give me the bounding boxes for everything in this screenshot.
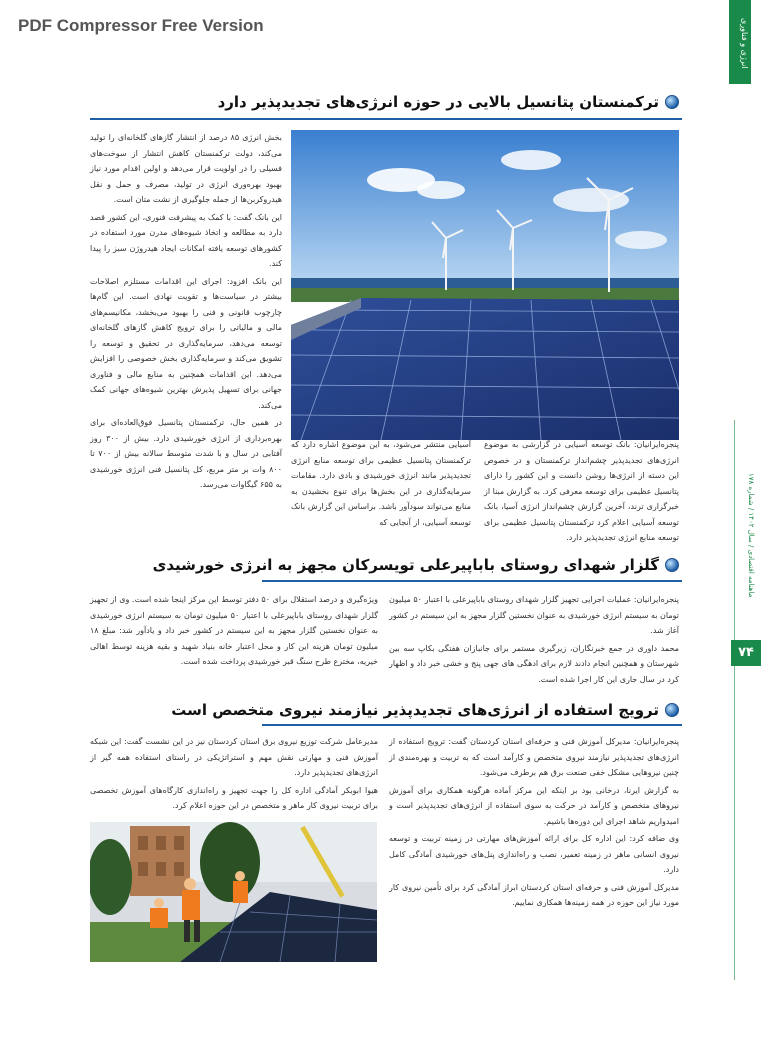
article1-left-paragraph: این بانک افزود: اجرای این اقدامات مستلزم اصلاحات بیشتر در سیاست‌ها و تقویت نهادی است. این گام‌ها چارچوب قانونی و فنی را بهبود می‌بخشد، مکانیسم‌های مالی و مالیاتی را برای ترویج کاهش گازهای گلخانه‌ای توسعه می‌دهد، سرمایه‌گذاری در تحقیق و توسعه را تشویق می‌کند و سرمایه‌گذاری بخش خصوصی را افزایش می‌دهد. این اقدامات همچنین به منابع مالی و فناوری جهانی برای تسهیل پذیرش بهترین شیوه‌های جهانی کمک می‌کند.: [90, 276, 282, 410]
article2-right-paragraph: محمد داوری در جمع خبرنگاران، زیرگیری مستمر برای جانبازان هفتگی بکاپ سه بین شهرستان و همچنین انجام دادند لازم برای ادهگی های جهی پنج و خشی خبر داد و اظهار کرد در سال جاری این کار اجرا شده است.: [389, 643, 679, 684]
article3-title: ترویج استفاده از انرژی‌های تجدیدپذیر نیازمند نیروی متخصص است: [171, 701, 659, 719]
article2-left-paragraph: ویژه‌گیری و درصد استقلال برای ۵۰ دفتر توسط این مرکز اینجا شده است. وی از تجهیز گلزار شهدای روستای باباپیرعلی با اعتبار ۵۰ میلیون تومان به سیستم انرژی خورشیدی به عنوان نخستین گلزار مجهز به این سیستم در کشور خبر داد و یادآور شد: مبلغ ۱۸ میلیون تومان هزینه این کار و محل اعتبار خانه بنیاد شهید و بقیه هزینه توسط اهالی خیریه، مخترع طرح سنگ قبر خورشیدی پرداخت شده است.: [90, 595, 379, 666]
issue-meta: ماهنامه اقتصادی / سال ۱۴۰۲ / شماره ۱۷۸: [747, 472, 755, 598]
article3-left-paragraph: هیوا ابوبکر آمادگی اداره کل را جهت تجهیز و راه‌اندازی کارگاه‌های آموزش تخصصی برای تربیت نیروی کار ماهر و متخصص در این حوزه اعلام کرد.: [90, 785, 378, 810]
article1-left-paragraph: در همین حال، ترکمنستان پتانسیل فوق‌العاده‌ای برای بهره‌برداری از انرژی خورشیدی دارد. بیش از ۳۰۰ روز آفتابی در سال و با شدت متوسط سالانه بیش از ۷۰۰ تا ۸۰۰ وات بر متر مربع، کل پتانسیل فنی انرژی خورشیدی به ۶۵۵ گیگاوات می‌رسد.: [90, 418, 282, 489]
article3-column-left: [90, 734, 378, 816]
article2-title-rule: [262, 580, 682, 582]
article1-right-paragraph: پنجره‌ایرانیان: بانک توسعه آسیایی در گزارشی به موضوع انرژی‌های تجدیدپذیر چشم‌انداز ترکمنستان و در خصوص این دسته از انرژی‌ها روشن دانست و این کشور را دارای پتانسیل عظیمی برای توسعه معرفی کرد. به گزارش مبنا از خبرگزاری ترند، آخرین گزارش چشم‌انداز انرژی آسیا، بانک توسعه آسیایی اعلام کرد ترکمنستان پتانسیل عظیمی برای توسعه منابع انرژی تجدیدپذیر دارد.: [484, 440, 679, 542]
article1-title: ترکمنستان پتانسیل بالایی در حوزه انرژی‌های تجدیدپذیر دارد: [217, 93, 659, 111]
solar-wind-illustration: [291, 130, 679, 440]
article2-right-paragraph: پنجره‌ایرانیان: عملیات اجرایی تجهیز گلزار شهدای روستای باباپیرعلی با اعتبار ۵۰ میلیون تومان به سیستم انرژی خورشیدی به عنوان نخستین گلزار مجهز به این سیستم در کشور آغاز شد.: [389, 595, 679, 635]
globe-bullet-icon: [665, 703, 679, 717]
article3-headline: [171, 701, 679, 719]
article3-right-paragraph: به گزارش ایرنا، درخانی بود بر اینکه این مرکز آماده هرگونه همکاری برای آموزش نیروهای متخصص و کارآمد در حرکت به سوی استفاده از انرژی‌های تجدیدپذیر است و امیدواریم شاهد اجرای این دوره‌ها باشیم.: [389, 785, 679, 826]
article1-column-right: [484, 437, 679, 548]
article2-column-right: [389, 592, 679, 689]
article1-column-left: [90, 130, 282, 495]
section-tab-label: انرژی و فناوری: [740, 17, 749, 69]
article2-headline: [153, 556, 679, 574]
installation-illustration: [90, 822, 377, 962]
side-margin-band: [729, 0, 761, 1045]
article1-left-paragraph: بخش انرژی ۸۵ درصد از انتشار گازهای گلخانه‌ای را تولید می‌کند، دولت ترکمنستان کاهش انتشار از سوخت‌های فسیلی را در اولویت قرار می‌دهد و اولین اقدام مورد نیاز بهبود بهره‌وری انرژی در تولید، مصرف و حمل و نقل هیدروکربن‌ها از جمله جلوگیری از نشت متان است.: [90, 133, 283, 204]
article3-column-right: [389, 734, 679, 913]
watermark-text: PDF Compressor Free Version: [18, 16, 264, 35]
article3-title-rule: [262, 724, 682, 726]
article3-right-paragraph: وی ضافه کرد: این اداره کل برای ارائه آموزش‌های مهارتی در زمینه تربیت و توسعه نیروی انسانی ماهر در زمینه تعمیر، نصب و راه‌اندازی پنل‌های خورشیدی آمادگی کامل دارد.: [389, 834, 679, 874]
article2-column-left: [90, 592, 378, 672]
article2-title: گلزار شهدای روستای باباپیرعلی تویسرکان مجهز به انرژی خورشیدی: [152, 556, 659, 574]
globe-bullet-icon: [665, 558, 679, 572]
side-rule: [734, 420, 735, 980]
panel-installation-photo: [90, 822, 377, 962]
article1-headline: [218, 93, 679, 111]
article3-left-paragraph: مدیرعامل شرکت توزیع نیروی برق استان کردستان نیز در این نشست گفت: این شبکه آموزش فنی و مهارتی نقش مهم و استراتژیکی در راستای استفاده همه گیر از انرژی‌های تجدیدپذیر دارد.: [90, 737, 378, 777]
solar-wind-farm-photo: [291, 130, 679, 440]
globe-bullet-icon: [665, 95, 679, 109]
article3-right-paragraph: مدیرکل آموزش فنی و حرفه‌ای استان کردستان ابراز آمادگی کرد برای تأمین نیروی کار مورد نیاز این حوزه در همه زمینه‌ها همکاری نماییم.: [389, 882, 679, 907]
article1-column-middle: [291, 437, 471, 532]
article1-middle-paragraph: آسیایی منتشر می‌شود، به این موضوع اشاره دارد که ترکمنستان پتانسیل عظیمی برای توسعه منابع انرژی تجدیدپذیر مانند انرژی خورشیدی و بادی دارد. مقامات سرمایه‌گذاری در این بخش‌ها برای تنوع بخشیدن به منابع می‌تواند سودآور باشد. براساس این گزارش بانک توسعه آسیایی، از آنجایی که: [291, 440, 471, 527]
article1-title-rule: [90, 118, 682, 120]
article1-left-paragraph: این بانک گفت: با کمک به پیشرفت فنوری، این کشور قصد دارد به مطالعه و اتخاذ شیوه‌های مدرن مورد استفاده در کشورهای توسعه یافته امکانات ایجاد هیدروژن سبز را پیدا کند.: [90, 212, 282, 268]
page-number: ۷۴: [731, 640, 761, 666]
article3-right-paragraph: پنجره‌ایرانیان: مدیرکل آموزش فنی و حرفه‌ای استان کردستان گفت: ترویج استفاده از انرژی‌های تجدیدپذیر نیازمند نیروی متخصص و کارآمد است که به تربیت و بهره‌مندی از چنین نیروهایی مشکل خفی صنعت برق هم برطرف می‌شود.: [389, 737, 679, 777]
